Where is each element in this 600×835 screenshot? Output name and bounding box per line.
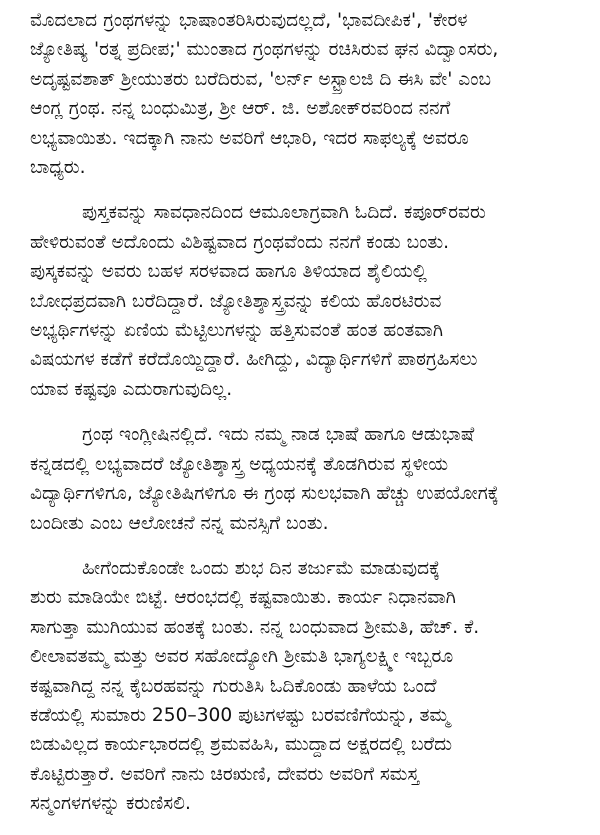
- text-line: ಬಿಡುವಿಲ್ಲದ ಕಾರ್ಯಭಾರದಲ್ಲಿ ಶ್ರಮವಹಿಸಿ, ಮುದ್ದಾದ ಅಕ್ಷರದಲ್ಲಿ ಬರೆದು: [30, 734, 453, 756]
- text-line: ಲೀಲಾವತಮ್ಮ ಮತ್ತು ಅವರ ಸಹೋದ್ಯೋಗಿ ಶ್ರೀಮತಿ ಭಾಗ್ಯಲಕ್ಷ್ಮೀ ಇಬ್ಬರೂ: [30, 646, 454, 668]
- text-line: ಆಂಗ್ಲ ಗ್ರಂಥ. ನನ್ನ ಬಂಧುಮಿತ್ರ, ಶ್ರೀ ಆರ್. ಜಿ. ಅಶೋಕ್‌ರವರಿಂದ ನನಗೆ: [30, 98, 451, 120]
- paragraph-4: [30, 554, 582, 819]
- text-line: ಹೇಳಿರುವಂತೆ ಅದೊಂದು ವಿಶಿಷ್ಟವಾದ ಗ್ರಂಥವೆಂದು ನನಗೆ ಕಂಡು ಬಂತು.: [30, 231, 450, 253]
- text-line: ಅಭ್ಯರ್ಥಿಗಳನ್ನು ಏಣಿಯ ಮೆಟ್ಟಿಲುಗಳನ್ನು ಹತ್ತಿಸುವಂತೆ ಹಂತ ಹಂತವಾಗಿ: [30, 320, 443, 342]
- text-line: ಶುರು ಮಾಡಿಯೇ ಬಿಟ್ಟೆ. ಆರಂಭದಲ್ಲಿ ಕಷ್ಟವಾಯಿತು. ಕಾರ್ಯ ನಿಧಾನವಾಗಿ: [30, 587, 456, 609]
- text-line: ವಿಷಯಗಳ ಕಡೆಗೆ ಕರೆದೊಯ್ದಿದ್ದಾರೆ. ಹೀಗಿದ್ದು, ವಿದ್ಯಾರ್ಥಿಗಳಿಗೆ ಪಾಠಗ್ರಹಿಸಲು: [30, 349, 478, 371]
- text-line: ಪುಸ್ತಕವನ್ನು ಸಾವಧಾನದಿಂದ ಆಮೂಲಾಗ್ರವಾಗಿ ಓದಿದೆ. ಕಪೂರ್‌ರವರು: [82, 202, 486, 224]
- text-line: ಸನ್ಮಂಗಳಗಳನ್ನು ಕರುಣಿಸಲಿ.: [30, 793, 191, 815]
- text-line: ಕಡೆಯಲ್ಲಿ ಸುಮಾರು 250–300 ಪುಟಗಳಷ್ಟು ಬರವಣಿಗೆಯನ್ನು, ತಮ್ಮ: [30, 704, 450, 726]
- text-line: ಯಾವ ಕಷ್ಟವೂ ಎದುರಾಗುವುದಿಲ್ಲ.: [30, 378, 233, 400]
- paragraph-2: [30, 198, 582, 404]
- text-line: ಲಭ್ಯವಾಯಿತು. ಇದಕ್ಕಾಗಿ ನಾನು ಅವರಿಗೆ ಆಭಾರಿ, ಇದರ ಸಾಫಲ್ಯಕ್ಕೆ ಅವರೂ: [30, 127, 469, 149]
- text-line: ಹೀಗೆಂದುಕೊಂಡೇ ಒಂದು ಶುಭ ದಿನ ತರ್ಜುಮೆ ಮಾಡುವುದಕ್ಕೆ: [82, 557, 440, 579]
- text-line: ಗ್ರಂಥ ಇಂಗ್ಲೀಷಿನಲ್ಲಿದೆ. ಇದು ನಮ್ಮ ನಾಡ ಭಾಷೆ ಹಾಗೂ ಆಡುಭಾಷೆ: [82, 424, 475, 446]
- paragraph-3: [30, 420, 582, 538]
- text-line: ಅದೃಷ್ಟವಶಾತ್ ಶ್ರೀಯುತರು ಬರೆದಿರುವ, 'ಲರ್ನ್ ಅಸ್ಟ್ರಾಲಜಿ ದಿ ಈಸಿ ವೇ' ಎಂಬ: [30, 68, 492, 90]
- text-line: ಬಾಧ್ಯರು.: [30, 157, 86, 179]
- text-line: ಕೊಟ್ಟಿರುತ್ತಾರೆ. ಅವರಿಗೆ ನಾನು ಚಿರಋಣಿ, ದೇವರು ಅವರಿಗೆ ಸಮಸ್ತ: [30, 763, 419, 785]
- book-page: [30, 6, 582, 835]
- text-line: ಮೊದಲಾದ ಗ್ರಂಥಗಳನ್ನು ಭಾಷಾಂತರಿಸಿರುವುದಲ್ಲದೆ, 'ಭಾವದೀಪಿಕ', 'ಕೇರಳ: [30, 10, 468, 31]
- text-line: ಕನ್ನಡದಲ್ಲಿ ಲಭ್ಯವಾದರೆ ಜ್ಯೋತಿಶ್ಶಾಸ್ತ್ರ ಅಧ್ಯಯನಕ್ಕೆ ತೊಡಗಿರುವ ಸ್ಥಳೀಯ: [30, 453, 449, 475]
- paragraph-1: [30, 6, 582, 182]
- text-line: ಜ್ಯೋತಿಷ್ಯ 'ರತ್ನ ಪ್ರದೀಪ;' ಮುಂತಾದ ಗ್ರಂಥಗಳನ್ನು ರಚಿಸಿರುವ ಘನ ವಿದ್ವಾಂಸರು,: [30, 39, 499, 61]
- text-line: ಕಷ್ಟವಾಗಿದ್ದ ನನ್ನ ಕೈಬರಹವನ್ನು ಗುರುತಿಸಿ ಓದಿಕೊಂಡು ಹಾಳೆಯ ಒಂದೆ: [30, 675, 437, 697]
- text-line: ಬೋಧಪ್ರದವಾಗಿ ಬರೆದಿದ್ದಾರೆ. ಜ್ಯೋತಿಶ್ಶಾಸ್ತ್ರವನ್ನು ಕಲಿಯ ಹೊರಟಿರುವ: [30, 290, 442, 312]
- text-line: ಬಂದೀತು ಎಂಬ ಆಲೋಚನೆ ನನ್ನ ಮನಸ್ಸಿಗೆ ಬಂತು.: [30, 512, 329, 534]
- text-line: ಪುಸ್ಕಕವನ್ನು ಅವರು ಬಹಳ ಸರಳವಾದ ಹಾಗೂ ತಿಳಿಯಾದ ಶೈಲಿಯಲ್ಲಿ: [30, 261, 427, 283]
- text-line: ವಿದ್ಯಾರ್ಥಿಗಳಿಗೂ, ಜ್ಯೋತಿಷಿಗಳಿಗೂ ಈ ಗ್ರಂಥ ಸುಲಭವಾಗಿ ಹೆಚ್ಚು ಉಪಯೋಗಕ್ಕೆ: [30, 483, 499, 505]
- text-line: ಸಾಗುತ್ತಾ ಮುಗಿಯುವ ಹಂತಕ್ಕೆ ಬಂತು. ನನ್ನ ಬಂಧುವಾದ ಶ್ರೀಮತಿ, ಹೆಚ್. ಕೆ.: [30, 616, 480, 638]
